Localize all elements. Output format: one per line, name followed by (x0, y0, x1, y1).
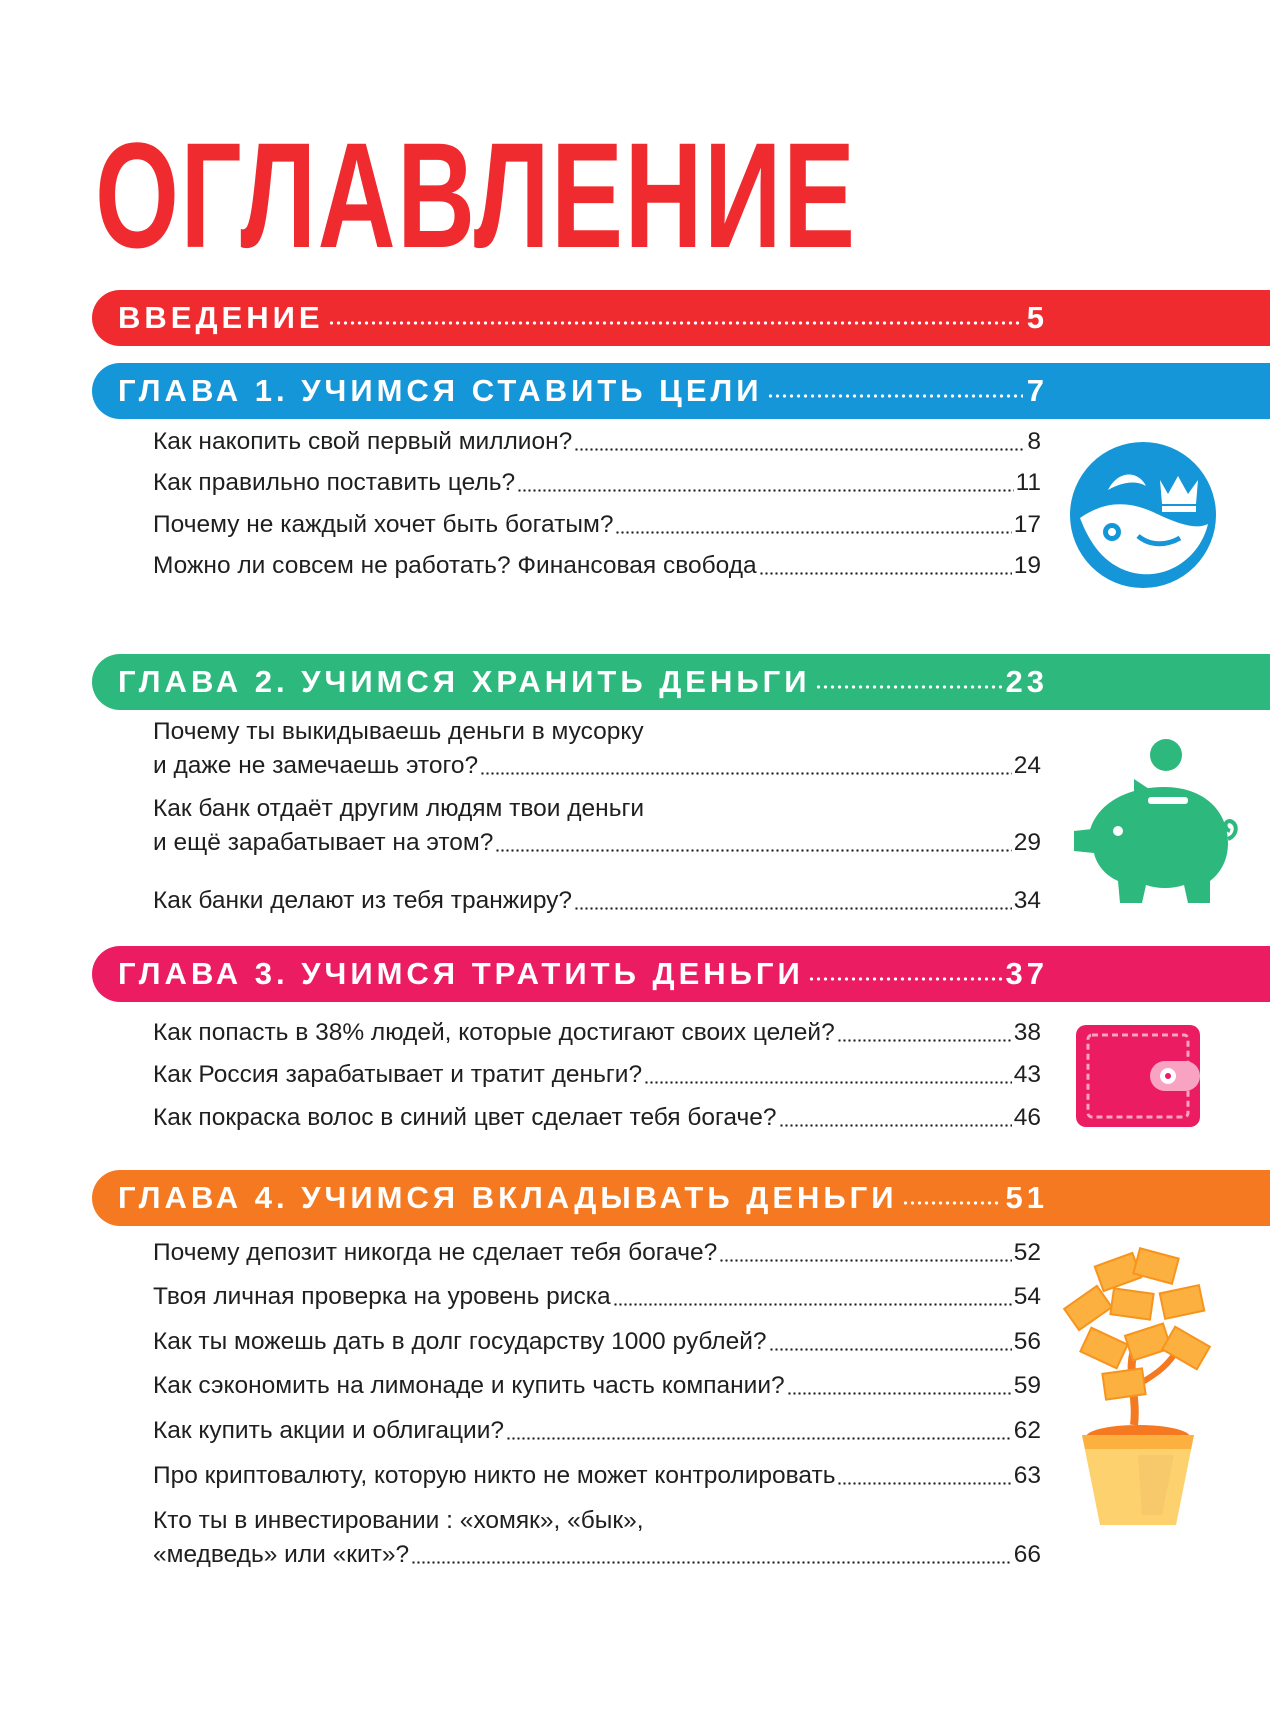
leader-dots (787, 1392, 1012, 1395)
leader-dots (837, 1039, 1012, 1042)
entry-title: Как сэкономить на лимонаде и купить часть компании? (153, 1372, 785, 1399)
entry-page-number: 8 (1027, 428, 1041, 455)
entry-title: Почему не каждый хочет быть богатым? (153, 511, 614, 538)
entry-page-number: 46 (1013, 1104, 1041, 1131)
entry-page-number: 11 (1015, 469, 1041, 496)
leader-dots (759, 572, 1012, 575)
chapter-1-label: ГЛАВА 1. УЧИМСЯ СТАВИТЬ ЦЕЛИ (118, 373, 763, 408)
entry-page-number: 59 (1013, 1372, 1041, 1399)
intro-label: ВВЕДЕНИЕ (118, 300, 324, 335)
leader-dots (808, 977, 1002, 981)
money-tree-icon (1054, 1245, 1224, 1530)
leader-dots (574, 448, 1025, 451)
page-title: ОГЛАВЛЕНИЕ (95, 111, 857, 279)
entry-title: и даже не замечаешь этого? (153, 752, 479, 779)
entry-page-number: 54 (1013, 1283, 1041, 1310)
leader-dots (613, 1303, 1012, 1306)
entry-title: Как накопить свой первый миллион? (153, 428, 573, 455)
toc-entry[interactable] (153, 1236, 1041, 1270)
entry-title: Можно ли совсем не работать? Финансовая свобода (153, 552, 757, 579)
chapter-4-label: ГЛАВА 4. УЧИМСЯ ВКЛАДЫВАТЬ ДЕНЬГИ (118, 1180, 898, 1215)
entry-title: Как ты можешь дать в долг государству 1000 рублей? (153, 1328, 767, 1355)
entry-page-number: 56 (1013, 1328, 1041, 1355)
entry-page-number: 62 (1013, 1417, 1041, 1444)
entry-page-number: 52 (1013, 1239, 1041, 1266)
chapter-2-page-number: 23 (1005, 664, 1048, 699)
entry-page-number: 43 (1013, 1061, 1041, 1088)
chapter-4-page-number: 51 (1005, 1180, 1048, 1215)
wallet-icon (1074, 1023, 1202, 1129)
entry-page-number: 38 (1013, 1019, 1041, 1046)
toc-entry[interactable] (153, 792, 1041, 860)
entry-title: Про криптовалюту, которую никто не может контролировать (153, 1462, 836, 1489)
toc-entry[interactable] (153, 1101, 1041, 1135)
toc-entry[interactable] (153, 508, 1041, 542)
leader-dots (769, 1348, 1012, 1351)
toc-entry[interactable] (153, 1504, 1041, 1572)
toc-entry[interactable] (153, 425, 1041, 459)
leader-dots (506, 1437, 1012, 1440)
chapter-2-band[interactable] (92, 654, 1270, 710)
leader-dots (644, 1081, 1012, 1084)
fish-crown-icon (1068, 440, 1218, 590)
intro-page-number: 5 (1026, 300, 1048, 335)
entry-title-line-1: Почему ты выкидываешь деньги в мусорку (153, 718, 644, 745)
toc-entry[interactable] (153, 1280, 1041, 1314)
leader-dots (837, 1482, 1011, 1485)
entry-title: Как купить акции и облигации? (153, 1417, 505, 1444)
entry-title-line-1: Как банк отдаёт другим людям твои деньги (153, 795, 645, 822)
entry-title-line-1: Кто ты в инвестировании : «хомяк», «бык», (153, 1507, 644, 1534)
entry-title: Твоя личная проверка на уровень риска (153, 1283, 611, 1310)
toc-entry[interactable] (153, 884, 1041, 918)
leader-dots (495, 849, 1011, 852)
entry-page-number: 63 (1013, 1462, 1041, 1489)
entry-title: Как банки делают из тебя транжиру? (153, 887, 573, 914)
entry-page-number: 29 (1013, 829, 1041, 856)
chapter-1-band[interactable] (92, 363, 1270, 419)
leader-dots (902, 1201, 1002, 1205)
toc-entry[interactable] (153, 1058, 1041, 1092)
leader-dots (517, 489, 1013, 492)
leader-dots (574, 907, 1012, 910)
entry-title: Как Россия зарабатывает и тратит деньги? (153, 1061, 643, 1088)
leader-dots (815, 685, 1002, 689)
entry-page-number: 17 (1013, 511, 1041, 538)
entry-page-number: 24 (1013, 752, 1041, 779)
leader-dots (480, 772, 1012, 775)
entry-page-number: 19 (1013, 552, 1041, 579)
toc-entry[interactable] (153, 1369, 1041, 1403)
chapter-2-label: ГЛАВА 2. УЧИМСЯ ХРАНИТЬ ДЕНЬГИ (118, 664, 811, 699)
intro-band[interactable] (92, 290, 1270, 346)
entry-title: и ещё зарабатывает на этом? (153, 829, 494, 856)
chapter-3-band[interactable] (92, 946, 1270, 1002)
leader-dots (328, 321, 1023, 325)
chapter-3-page-number: 37 (1005, 956, 1048, 991)
chapter-4-band[interactable] (92, 1170, 1270, 1226)
toc-entry[interactable] (153, 1016, 1041, 1050)
entry-title: Как попасть в 38% людей, которые достигают своих целей? (153, 1019, 835, 1046)
entry-title: «медведь» или «кит»? (153, 1541, 410, 1568)
entry-title: Как покраска волос в синий цвет сделает тебя богаче? (153, 1104, 777, 1131)
toc-entry[interactable] (153, 466, 1041, 500)
entry-page-number: 34 (1013, 887, 1041, 914)
leader-dots (719, 1259, 1011, 1262)
toc-entry[interactable] (153, 549, 1041, 583)
toc-entry[interactable] (153, 1325, 1041, 1359)
chapter-1-page-number: 7 (1026, 373, 1048, 408)
toc-entry[interactable] (153, 1459, 1041, 1493)
leader-dots (615, 531, 1011, 534)
leader-dots (779, 1124, 1012, 1127)
entry-page-number: 66 (1013, 1541, 1041, 1568)
toc-entry[interactable] (153, 1414, 1041, 1448)
leader-dots (411, 1561, 1012, 1564)
chapter-3-label: ГЛАВА 3. УЧИМСЯ ТРАТИТЬ ДЕНЬГИ (118, 956, 804, 991)
toc-entry[interactable] (153, 715, 1041, 783)
entry-title: Почему депозит никогда не сделает тебя богаче? (153, 1239, 718, 1266)
entry-title: Как правильно поставить цель? (153, 469, 516, 496)
leader-dots (767, 394, 1023, 398)
piggy-bank-icon (1068, 735, 1238, 910)
